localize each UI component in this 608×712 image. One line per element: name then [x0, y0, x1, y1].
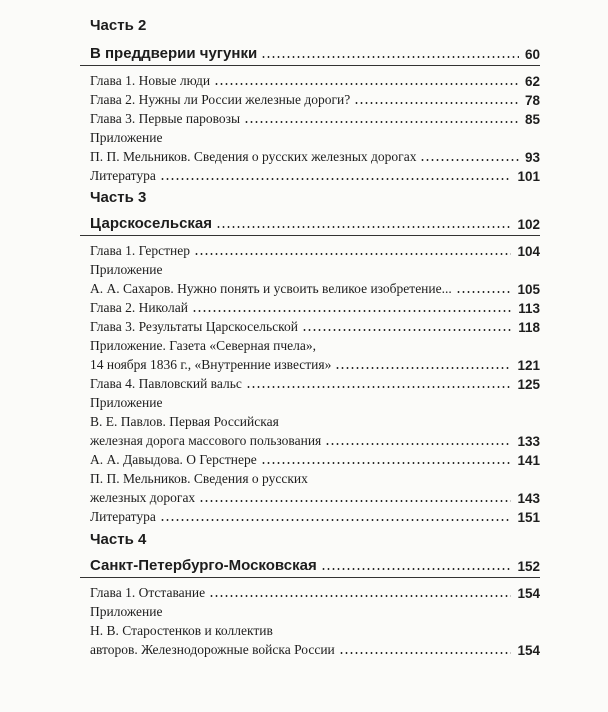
toc-entry-label: Приложение. Газета «Северная пчела»,: [90, 338, 317, 353]
toc-entry[interactable]: [90, 108, 540, 127]
toc-entry-label: Литература: [90, 509, 156, 524]
dot-leader: [160, 178, 512, 180]
toc-entry-label: П. П. Мельников. Сведения о русских железных дорогах: [90, 149, 417, 164]
toc-entry-label: Глава 2. Нужны ли России железные дороги?: [90, 92, 351, 107]
page-number: 62: [524, 74, 540, 89]
toc-entry-label: Глава 1. Герстнер: [90, 243, 190, 258]
dot-leader: [325, 443, 511, 445]
toc-entry[interactable]: [90, 373, 540, 392]
toc-entry[interactable]: [90, 278, 540, 297]
toc-entry[interactable]: [90, 639, 540, 658]
part-heading: Часть 2: [90, 17, 147, 34]
toc-entry: [90, 335, 540, 354]
page-number: 78: [524, 93, 540, 108]
dot-leader: [261, 56, 519, 58]
toc-entry[interactable]: [90, 240, 540, 259]
page-number: 151: [517, 510, 540, 525]
toc-entry-label: Глава 3. Результаты Царскосельской: [90, 319, 299, 334]
page-number: 101: [517, 169, 540, 184]
part-title-entry[interactable]: [90, 210, 540, 232]
toc-entry[interactable]: [90, 146, 540, 165]
toc-entry[interactable]: [90, 449, 540, 468]
part-heading: Часть 3: [90, 189, 147, 206]
page-number: 152: [517, 559, 540, 574]
toc-entry[interactable]: [90, 487, 540, 506]
toc-entry[interactable]: [90, 297, 540, 316]
toc-entry-label: Глава 3. Первые паровозы: [90, 111, 241, 126]
page-number: 125: [517, 377, 540, 392]
page-number: 105: [517, 282, 540, 297]
dot-leader: [456, 291, 512, 293]
toc-entry-label: Глава 4. Павловский вальс: [90, 376, 242, 391]
toc-entry-label: Глава 1. Новые люди: [90, 73, 211, 88]
toc-entry-label: Приложение: [90, 395, 163, 410]
dot-leader: [246, 386, 512, 388]
toc-entry[interactable]: [90, 506, 540, 525]
part-title-entry[interactable]: [90, 40, 540, 62]
toc-entry[interactable]: [90, 354, 540, 373]
dot-leader: [420, 159, 519, 161]
toc-entry-label: авторов. Железнодорожные войска России: [90, 642, 335, 657]
page-number: 102: [517, 217, 540, 232]
toc-entry[interactable]: [90, 89, 540, 108]
toc-entry-label: 14 ноября 1836 г., «Внутренние известия»: [90, 357, 332, 372]
toc-entry[interactable]: [90, 70, 540, 89]
toc-entry: [90, 127, 540, 146]
page-number: 143: [517, 491, 540, 506]
dot-leader: [216, 226, 511, 228]
toc-entry-label: Литература: [90, 168, 156, 183]
section-rule: [80, 65, 540, 66]
page-number: 141: [517, 453, 540, 468]
part-title-label: Санкт-Петербурго-Московская: [90, 557, 317, 574]
dot-leader: [192, 310, 512, 312]
toc-entry-label: В. Е. Павлов. Первая Российская: [90, 414, 279, 429]
toc-entry-label: А. А. Давыдова. О Герстнере: [90, 452, 257, 467]
page-number: 118: [518, 320, 540, 335]
dot-leader: [261, 462, 512, 464]
section-rule: [80, 235, 540, 236]
part-title-label: Царскосельская: [90, 215, 213, 232]
dot-leader: [321, 568, 512, 570]
toc-entry-label: Глава 2. Николай: [90, 300, 188, 315]
toc-entry-label: Приложение: [90, 604, 163, 619]
toc-entry: [90, 259, 540, 278]
toc-entry-label: Н. В. Старостенков и коллектив: [90, 623, 273, 638]
toc-entry-label: Приложение: [90, 262, 163, 277]
part-heading: Часть 4: [90, 531, 147, 548]
toc-entry: [90, 392, 540, 411]
dot-leader: [335, 367, 511, 369]
toc-entry-label: А. А. Сахаров. Нужно понять и усвоить великое изобретение...: [90, 281, 452, 296]
part-title-entry[interactable]: [90, 552, 540, 574]
section-rule: [80, 577, 540, 578]
page-number: 85: [524, 112, 540, 127]
page-number: 113: [518, 301, 540, 316]
toc-entry: [90, 620, 540, 639]
toc-entry: [90, 601, 540, 620]
page-number: 154: [517, 586, 540, 601]
toc-entry[interactable]: [90, 430, 540, 449]
toc-entry: [90, 411, 540, 430]
toc-entry: [90, 468, 540, 487]
toc-entry-label: Глава 1. Отставание: [90, 585, 206, 600]
toc-entry[interactable]: [90, 165, 540, 184]
page-number: 121: [517, 358, 540, 373]
part-title-label: В преддверии чугунки: [90, 45, 258, 62]
page-number: 60: [524, 47, 540, 62]
dot-leader: [354, 102, 519, 104]
dot-leader: [214, 83, 519, 85]
dot-leader: [199, 500, 511, 502]
toc-entry-label: П. П. Мельников. Сведения о русских: [90, 471, 308, 486]
toc-entry-label: железная дорога массового пользования: [90, 433, 322, 448]
toc-entry[interactable]: [90, 316, 540, 335]
dot-leader: [194, 253, 512, 255]
dot-leader: [209, 595, 511, 597]
dot-leader: [160, 519, 512, 521]
page-number: 133: [517, 434, 540, 449]
page-number: 93: [524, 150, 540, 165]
toc-entry-label: Приложение: [90, 130, 163, 145]
page-number: 154: [517, 643, 540, 658]
page-number: 104: [517, 244, 540, 259]
dot-leader: [302, 329, 512, 331]
toc-entry-label: железных дорогах: [90, 490, 196, 505]
dot-leader: [339, 652, 512, 654]
toc-entry[interactable]: [90, 582, 540, 601]
dot-leader: [244, 121, 519, 123]
